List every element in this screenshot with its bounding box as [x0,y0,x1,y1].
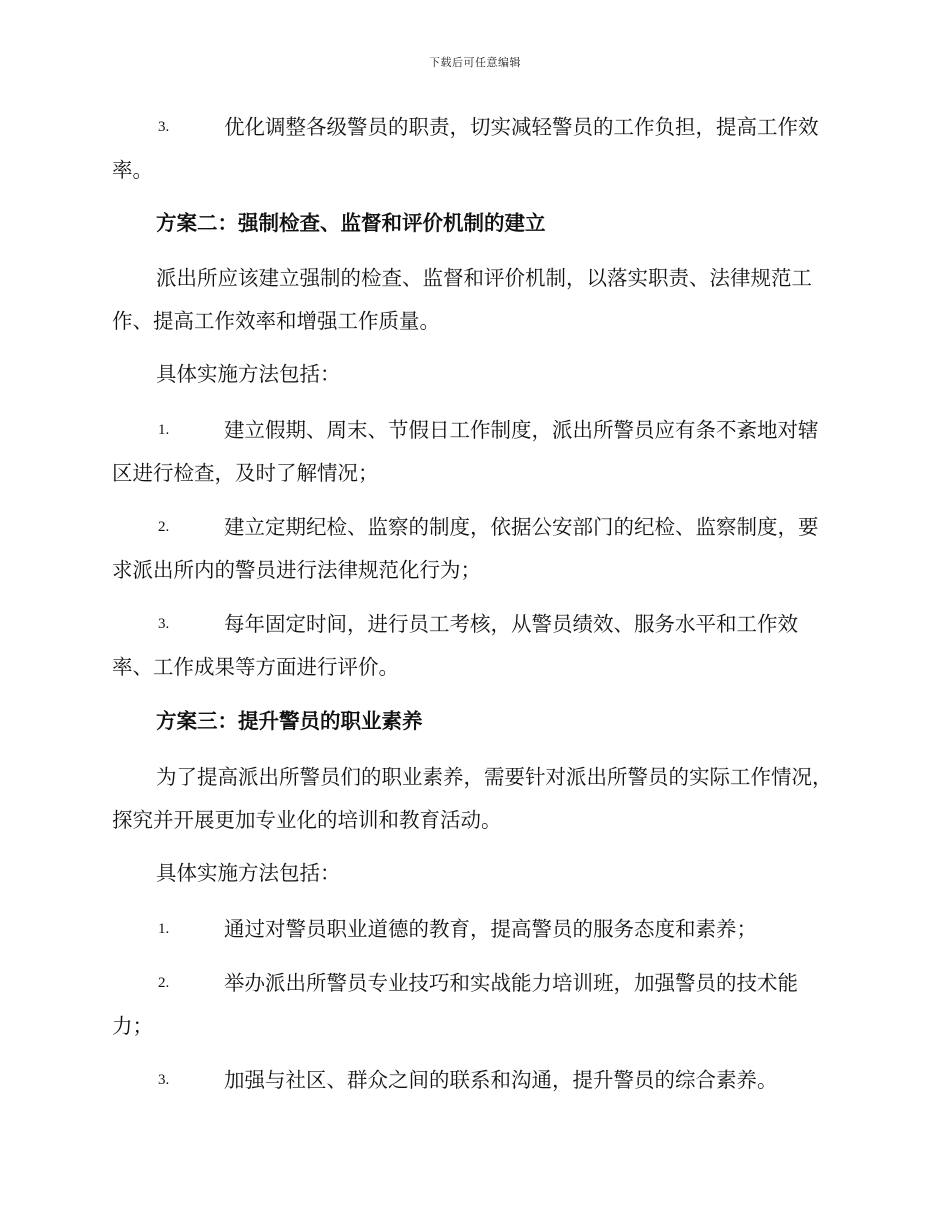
list-number: 3. [158,119,170,135]
list-item [112,1059,834,1102]
list-number: 2. [158,519,170,535]
paragraph: 具体实施方法包括： [156,362,341,386]
list-item [112,506,834,592]
list-item [112,106,834,192]
page-header: 下载后可任意编辑 [429,56,521,69]
list-item-text: 通过对警员职业道德的教育，提高警员的服务态度和素养； [224,917,757,941]
list-item-text: 建立假期、周末、节假日工作制度，派出所警员应有条不紊地对辖区进行检查，及时了解情况； [112,418,819,485]
paragraph: 为了提高派出所警员们的职业素养，需要针对派出所警员的实际工作情况，探究并开展更加专业化的培训和教育活动。 [112,765,833,832]
list-item [112,908,834,951]
section-heading: 方案二：强制检查、监督和评价机制的建立 [156,211,546,235]
paragraph: 派出所应该建立强制的检查、监督和评价机制，以落实职责、法律规范工作、提高工作效率和增强工作质量。 [112,266,812,333]
list-item-text: 举办派出所警员专业技巧和实战能力培训班，加强警员的技术能力； [112,971,798,1038]
list-item [112,409,834,495]
list-item-text: 加强与社区、群众之间的联系和沟通，提升警员的综合素养。 [224,1068,778,1092]
list-item [112,603,834,689]
list-item-text: 建立定期纪检、监察的制度，依据公安部门的纪检、监察制度，要求派出所内的警员进行法律规范化行为； [112,515,819,582]
list-number: 1. [158,921,170,937]
section-heading: 方案三：提升警员的职业素养 [156,709,423,733]
list-number: 3. [158,1072,170,1088]
paragraph: 具体实施方法包括： [156,861,341,885]
list-item-text: 优化调整各级警员的职责，切实减轻警员的工作负担，提高工作效率。 [112,115,819,182]
list-item [112,962,834,1048]
list-number: 1. [158,422,170,438]
list-item-text: 每年固定时间，进行员工考核，从警员绩效、服务水平和工作效率、工作成果等方面进行评价。 [112,612,798,679]
list-number: 2. [158,975,170,991]
list-number: 3. [158,616,170,632]
